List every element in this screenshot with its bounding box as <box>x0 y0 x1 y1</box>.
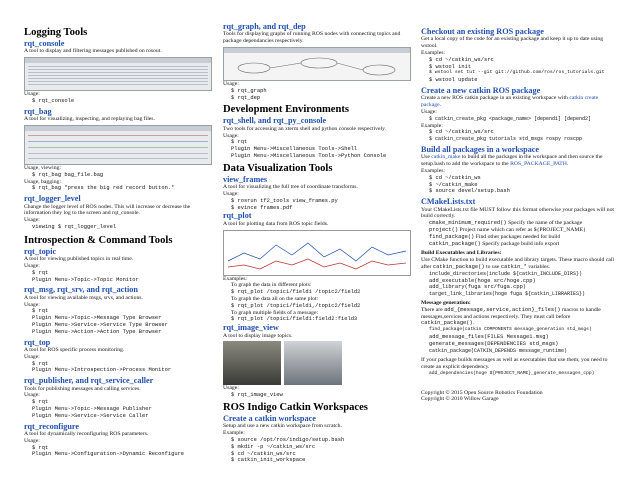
text-bag-usage-viewing: Usage, viewing: <box>24 165 61 171</box>
text-rec-usage: Usage: <box>24 437 40 444</box>
code-np-2: $ cd ~/catkin_ws/src <box>429 129 494 136</box>
text-bp-desc-c: . <box>566 161 569 168</box>
code-cm-2: project() <box>429 226 459 233</box>
text-logger-usage: Usage: <box>24 217 40 224</box>
code-rec-1: $ rqt <box>32 444 49 451</box>
text-cm-line-3 <box>429 234 617 241</box>
text-topic-desc: A tool for viewing published topics in real time. <box>24 256 134 263</box>
code-mg-inline-2: catkin_package() <box>421 320 473 327</box>
text-iv-desc: A tool to display image topics. <box>223 332 293 339</box>
code-bp-2: $ ~/catkin_make <box>429 181 478 188</box>
heading-rqt-bag: rqt_bag <box>24 106 52 116</box>
heading-cmakelists: CMakeLists.txt <box>421 197 476 207</box>
code-shell-2: Plugin Menu->Miscellaneous Tools->Shell <box>231 146 358 153</box>
code-be-1: include_directories(include ${catkin_INCLUDE_DIRS}) <box>429 270 583 277</box>
section-logging-tools: Logging Tools <box>24 27 88 38</box>
code-pub-2: Plugin Menu->Topic->Message Publisher <box>32 405 152 412</box>
code-co-1: $ cd ~/catkin_ws/src <box>429 56 494 63</box>
code-plot-1: $ rqt_plot /topic1/field1 /topic2/field2 <box>231 289 361 296</box>
text-bp-examples: Examples: <box>421 167 446 174</box>
text-np-desc <box>421 95 617 109</box>
heading-view-frames: view_frames <box>223 174 268 184</box>
text-be-desc-c: variables. <box>526 263 551 270</box>
text-np-desc-b: . <box>439 102 442 109</box>
text-cm-desc: Your CMakeLists.txt file MUST follow this format otherwise your packages will not build correctly. <box>421 206 614 220</box>
heading-new-package: Create a new catkin ROS package <box>421 85 541 95</box>
image-view-photo-1 <box>223 341 281 385</box>
text-topic-usage: Usage: <box>24 262 40 269</box>
text-logger-desc: Change the logger level of ROS nodes. This will increase or decrease the information they log to the screen and rqt_console. <box>24 203 191 217</box>
heading-rqt-graph: rqt_graph, and rqt_dep <box>223 22 306 31</box>
section-introspection: Introspection & Command Tools <box>24 234 173 246</box>
heading-checkout-package: Checkout an existing ROS package <box>421 27 544 36</box>
heading-rqt-console: rqt_console <box>24 39 65 48</box>
text-iv-usage: Usage: <box>223 385 239 392</box>
code-co-3: $ wstool set tut --git git://github.com/ros/ros_tutorials.git <box>429 70 605 76</box>
code-be-2: add_executable(hoge src/hoge.cpp) <box>429 277 536 284</box>
code-ex-1: add_dependencies(hoge ${PROJECT_NAME}_generate_messages_cpp) <box>429 370 595 376</box>
code-ck-4: $ catkin_init_workspace <box>231 457 306 464</box>
code-graph-2: $ rqt_dep <box>231 94 261 101</box>
code-top-1: $ rqt <box>32 360 49 367</box>
heading-rqt-image-view: rqt_image_view <box>223 323 279 333</box>
code-plot-2: $ rqt_plot /topic1/field1,/topic2/field2 <box>231 302 361 309</box>
text-bp-desc <box>421 154 617 168</box>
code-be-inline-1: catkin_package() <box>432 263 485 270</box>
text-be-desc-a: Use CMake function to build executable and library targets. These macro should call after <box>421 257 614 270</box>
text-mg-desc-a: There are <box>421 306 445 313</box>
code-graph-1: $ rqt_graph <box>231 87 267 94</box>
text-plot-e3: To graph multiple fields of a message: <box>231 309 319 316</box>
rqt-graph-screenshot <box>223 47 411 81</box>
section-development: Development Environments <box>223 104 350 116</box>
text-co-examples: Examples: <box>421 50 446 56</box>
text-pub-usage: Usage: <box>24 392 40 399</box>
text-plot-e1: To graph the data in different plots: <box>231 282 312 289</box>
text-plot-desc: A tool for plotting data from ROS topic fields. <box>223 220 329 227</box>
code-msg-2: Plugin Menu->Topic->Message Type Browser <box>32 315 162 322</box>
text-cm-4: Specify package build info export <box>480 240 560 247</box>
code-mg-1: find_package(catkin COMPONENTS message_generation std_msgs) <box>429 327 592 333</box>
code-msg-3: Plugin Menu->Service->Service Type Browser <box>32 321 168 328</box>
text-np-usage: Usage: <box>421 108 437 115</box>
code-msg-1: $ rqt <box>32 308 49 315</box>
text-msg-desc: A tool for viewing available msgs, srvs, and actions. <box>24 294 143 301</box>
text-mg-desc-c: . <box>472 320 475 327</box>
heading-rqt-reconfigure: rqt_reconfigure <box>24 421 80 431</box>
section-data-visualization: Data Visualization Tools <box>223 162 333 174</box>
text-bp-desc-b: to build all the packages in the workspace and then source the setup.bash to add the workspace to the <box>421 154 603 168</box>
text-np-desc-a: Create a new ROS catkin package in an existing workspace with <box>421 95 570 102</box>
code-be-3: add_library(fuga src/fuga.cpp) <box>429 284 527 291</box>
code-iv-1: $ rqt_image_view <box>231 392 283 399</box>
text-be-desc <box>421 257 617 271</box>
heading-message-generation: Message generation: <box>421 299 471 306</box>
text-cm-2: Project name which can refer as ${PROJECT_NAME} <box>458 226 586 233</box>
column-2 <box>223 0 411 464</box>
code-msg-4: Plugin Menu->Action->Action Type Browser <box>32 328 162 335</box>
text-shell-usage: Usage: <box>223 132 239 139</box>
image-view-screenshots <box>223 341 411 385</box>
text-shell-desc: Two tools for accessing an xterm shell and python console respectively. <box>223 125 387 132</box>
code-cm-3: find_package() <box>429 233 475 240</box>
text-vf-usage: Usage: <box>223 190 239 197</box>
code-bp-3: $ source devel/setup.bash <box>429 188 510 195</box>
code-vf-1: $ rosrun tf2_tools view_frames.py <box>231 197 338 204</box>
text-mg-desc-b: macros to handle messages,services and actions respectively. They must call before <box>421 306 601 320</box>
heading-rqt-shell: rqt_shell, and rqt_py_console <box>223 116 327 126</box>
text-cm-line-1 <box>429 220 617 227</box>
heading-rqt-topic: rqt_topic <box>24 246 57 256</box>
text-plot-e2: To graph the data all on the same plot: <box>231 295 319 302</box>
code-mg-4: catkin_package(CATKIN_DEPENDS message_runtime) <box>429 347 568 354</box>
text-cm-line-2 <box>429 227 617 234</box>
code-ck-2: $ mkdir -p ~/catkin_ws/src <box>231 443 316 450</box>
code-logger: viewing $ rqt_logger_level <box>32 223 117 230</box>
text-graph-desc: Tools for displaying graphs of running ROS nodes with connecting topics and package dependancies respectively. <box>223 31 401 45</box>
code-co-2: $ wstool init <box>429 63 472 70</box>
code-co-4: $ wstool update <box>429 77 478 84</box>
text-console-usage: Usage: <box>24 91 40 98</box>
heading-rqt-publisher: rqt_publisher, and rqt_service_caller <box>24 376 154 386</box>
text-bag-desc: A tool for visualizing, inspecting, and replaying bag files. <box>24 116 155 123</box>
heading-rqt-top: rqt_top <box>24 337 51 347</box>
text-be-desc-b: to use <box>484 263 501 270</box>
section-catkin-workspaces: ROS Indigo Catkin Workspaces <box>223 401 368 413</box>
code-ck-3: $ cd ~/catkin_ws/src <box>231 450 296 457</box>
rqt-bag-screenshot <box>24 125 212 165</box>
column-1 <box>24 0 212 458</box>
heading-rqt-msg: rqt_msg, rqt_srv, and rqt_action <box>24 285 138 295</box>
text-bp-desc-a: Use <box>421 154 432 161</box>
code-console: $ rqt_console <box>32 98 75 104</box>
code-top-2: Plugin Menu->Introspection->Process Monitor <box>32 367 172 374</box>
code-be-4: target_link_libraries(hoge fuga ${catkin_LIBRARIES}) <box>429 291 586 298</box>
rqt-plot-screenshot <box>223 230 411 276</box>
text-console-desc: A tool to display and filtering messages published on rosout. <box>24 48 162 55</box>
code-pub-1: $ rqt <box>32 399 49 406</box>
code-ck-1: $ source /opt/ros/indigo/setup.bash <box>231 436 345 443</box>
text-vf-desc: A tool for visualizing the full tree of coordinate transforms. <box>223 184 358 191</box>
text-co-desc: Get a local copy of the code for an existing package and keep it up to date using wstool. <box>421 36 604 50</box>
text-np-example: Example: <box>421 122 443 129</box>
text-bag-usage-bagging: Usage, bagging: <box>24 178 61 185</box>
text-ex-desc: If your package builds messages as well as executables that use them, you need to create an explicit dependency. <box>421 357 608 371</box>
heading-rqt-plot: rqt_plot <box>223 211 252 221</box>
code-mg-3: generate_messages(DEPENDENCIES std_msgs) <box>429 340 559 347</box>
link-ros-package-path[interactable]: ROS_PACKAGE_PATH <box>510 161 567 168</box>
code-plot-3: $ rqt_plot /topic1/field1:field2:field3 <box>231 316 358 323</box>
text-top-desc: A tool for ROS specific process monitoring. <box>24 346 125 353</box>
text-graph-usage: Usage: <box>223 81 239 87</box>
rqt-console-screenshot <box>24 57 212 91</box>
code-np-1: $ catkin_create_pkg <package_name> [depend1] [depend2] <box>429 115 592 122</box>
text-ck-example: Example: <box>223 430 245 437</box>
code-bp-1: $ cd ~/catkin_ws <box>429 174 481 181</box>
code-mg-2: add_message_files(FILES Message1.msg) <box>429 333 549 340</box>
code-pub-3: Plugin Menu->Service->Service Caller <box>32 412 149 419</box>
text-pub-desc: Tools for publishing messages and calling services. <box>24 385 141 392</box>
heading-build-packages: Build all packages in a workspace <box>421 144 540 154</box>
code-bag-record: $ rqt_bag *press the big red record button.* <box>32 185 175 192</box>
code-mg-inline-1: add_{message,service,action}_files() <box>444 306 561 313</box>
text-cm-1: Specify the name of the package <box>506 220 583 227</box>
code-be-inline-2: catkin_* <box>500 263 527 270</box>
column-3 <box>421 0 617 403</box>
code-shell-3: Plugin Menu->Miscellaneous Tools->Python Console <box>231 152 387 159</box>
image-view-photo-2 <box>284 341 342 385</box>
text-rec-desc: A tool for dynamically reconfiguring ROS parameters. <box>24 430 149 437</box>
code-rec-2: Plugin Menu->Configuration->Dynamic Reconfigure <box>32 451 185 458</box>
heading-build-executables: Build Executables and Libraries: <box>421 250 502 257</box>
code-bag-view: $ rqt_bag bag_file.bag <box>32 171 104 178</box>
code-vf-2: $ evince frames.pdf <box>231 204 293 211</box>
link-catkin-make[interactable]: catkin_make <box>431 154 461 161</box>
code-cm-1: cmake_minimum_required() <box>429 220 507 227</box>
text-ck-desc: Setup and use a new catkin workspace from scratch. <box>223 423 342 430</box>
text-top-usage: Usage: <box>24 353 40 360</box>
code-topic-1: $ rqt <box>32 269 49 276</box>
text-plot-examples: Examples: <box>223 275 248 282</box>
code-topic-2: Plugin Menu->Topic->Topic Monitor <box>32 276 139 283</box>
code-shell-1: $ rqt <box>231 139 248 146</box>
code-cm-4: catkin_package() <box>429 240 481 247</box>
text-cm-3: Find other packages needed for build <box>474 233 561 240</box>
heading-create-workspace: Create a catkin workspace <box>223 413 316 423</box>
text-mg-desc <box>421 307 617 327</box>
text-copyright-2: Copyright © 2010 Willow Garage <box>421 396 499 403</box>
link-catkin-create-package[interactable]: catkin create package <box>421 95 599 109</box>
text-copyright-1: Copyright © 2015 Open Source Robotics Foundation <box>421 389 543 396</box>
heading-rqt-logger-level: rqt_logger_level <box>24 194 81 204</box>
text-cm-line-4 <box>429 241 617 248</box>
code-np-3: $ catkin_create_pkg tutorials std_msgs rospy roscpp <box>429 136 583 143</box>
text-msg-usage: Usage: <box>24 301 40 308</box>
